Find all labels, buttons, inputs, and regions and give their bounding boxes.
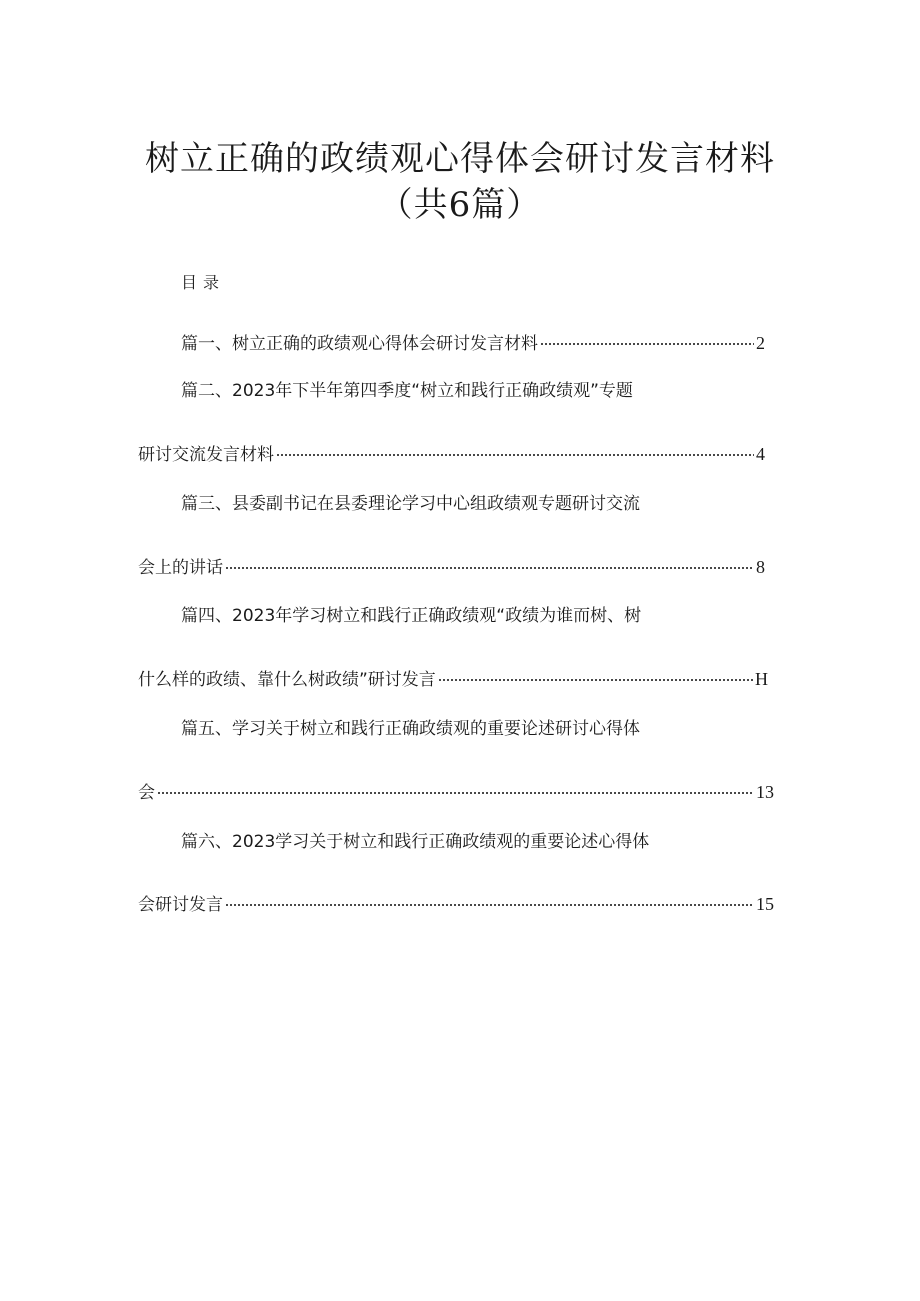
toc-entry-title: 篇二、2023年下半年第四季度“树立和践行正确政绩观”专题 — [181, 381, 633, 401]
toc-entry-1[interactable] — [181, 323, 765, 354]
toc-entry-5-line1[interactable] — [181, 716, 781, 742]
toc-page-number: 15 — [756, 894, 774, 914]
toc-page-number: H — [755, 669, 768, 689]
toc-leader-dots — [225, 547, 754, 573]
toc-entry-3-line2[interactable] — [138, 547, 765, 578]
toc-entry-title-cont: 会研讨发言 — [138, 895, 223, 915]
toc-entry-6-line1[interactable] — [181, 829, 781, 855]
toc-leader-dots — [225, 884, 754, 910]
toc-entry-title-cont: 什么样的政绩、靠什么树政绩”研讨发言 — [138, 670, 436, 690]
toc-entry-title: 篇五、学习关于树立和践行正确政绩观的重要论述研讨心得体 — [181, 719, 640, 739]
toc-page-number: 13 — [756, 782, 774, 802]
toc-leader-dots — [157, 772, 754, 798]
toc-entry-5-line2[interactable] — [138, 772, 774, 803]
toc-leader-dots — [276, 434, 754, 460]
toc-page-number: 4 — [756, 444, 765, 464]
toc-entry-title: 篇四、2023年学习树立和践行正确政绩观“政绩为谁而树、树 — [181, 606, 642, 626]
toc-entry-title: 篇三、县委副书记在县委理论学习中心组政绩观专题研讨交流 — [181, 494, 640, 514]
toc-heading: 目录 — [181, 273, 226, 292]
toc-entry-title: 篇六、2023学习关于树立和践行正确政绩观的重要论述心得体 — [181, 832, 650, 852]
toc-page-number: 2 — [756, 333, 765, 353]
toc-entry-2-line2[interactable] — [138, 434, 765, 465]
toc-entry-4-line1[interactable] — [181, 603, 781, 629]
toc-entry-title-cont: 研讨交流发言材料 — [138, 445, 274, 465]
toc-leader-dots — [540, 323, 754, 349]
toc-entry-3-line1[interactable] — [181, 491, 781, 517]
toc-entry-6-line2[interactable] — [138, 884, 774, 915]
toc-entry-2-line1[interactable] — [181, 378, 781, 404]
document-subtitle: （共6篇） — [378, 185, 542, 225]
toc-leader-dots — [438, 659, 753, 685]
toc-entry-title-cont: 会 — [138, 783, 155, 803]
toc-entry-title: 篇一、树立正确的政绩观心得体会研讨发言材料 — [181, 334, 538, 354]
toc-entry-4-line2[interactable] — [138, 659, 768, 690]
document-title: 树立正确的政绩观心得体会研讨发言材料 — [145, 139, 775, 179]
toc-page-number: 8 — [756, 557, 765, 577]
toc-entry-title-cont: 会上的讲话 — [138, 558, 223, 578]
